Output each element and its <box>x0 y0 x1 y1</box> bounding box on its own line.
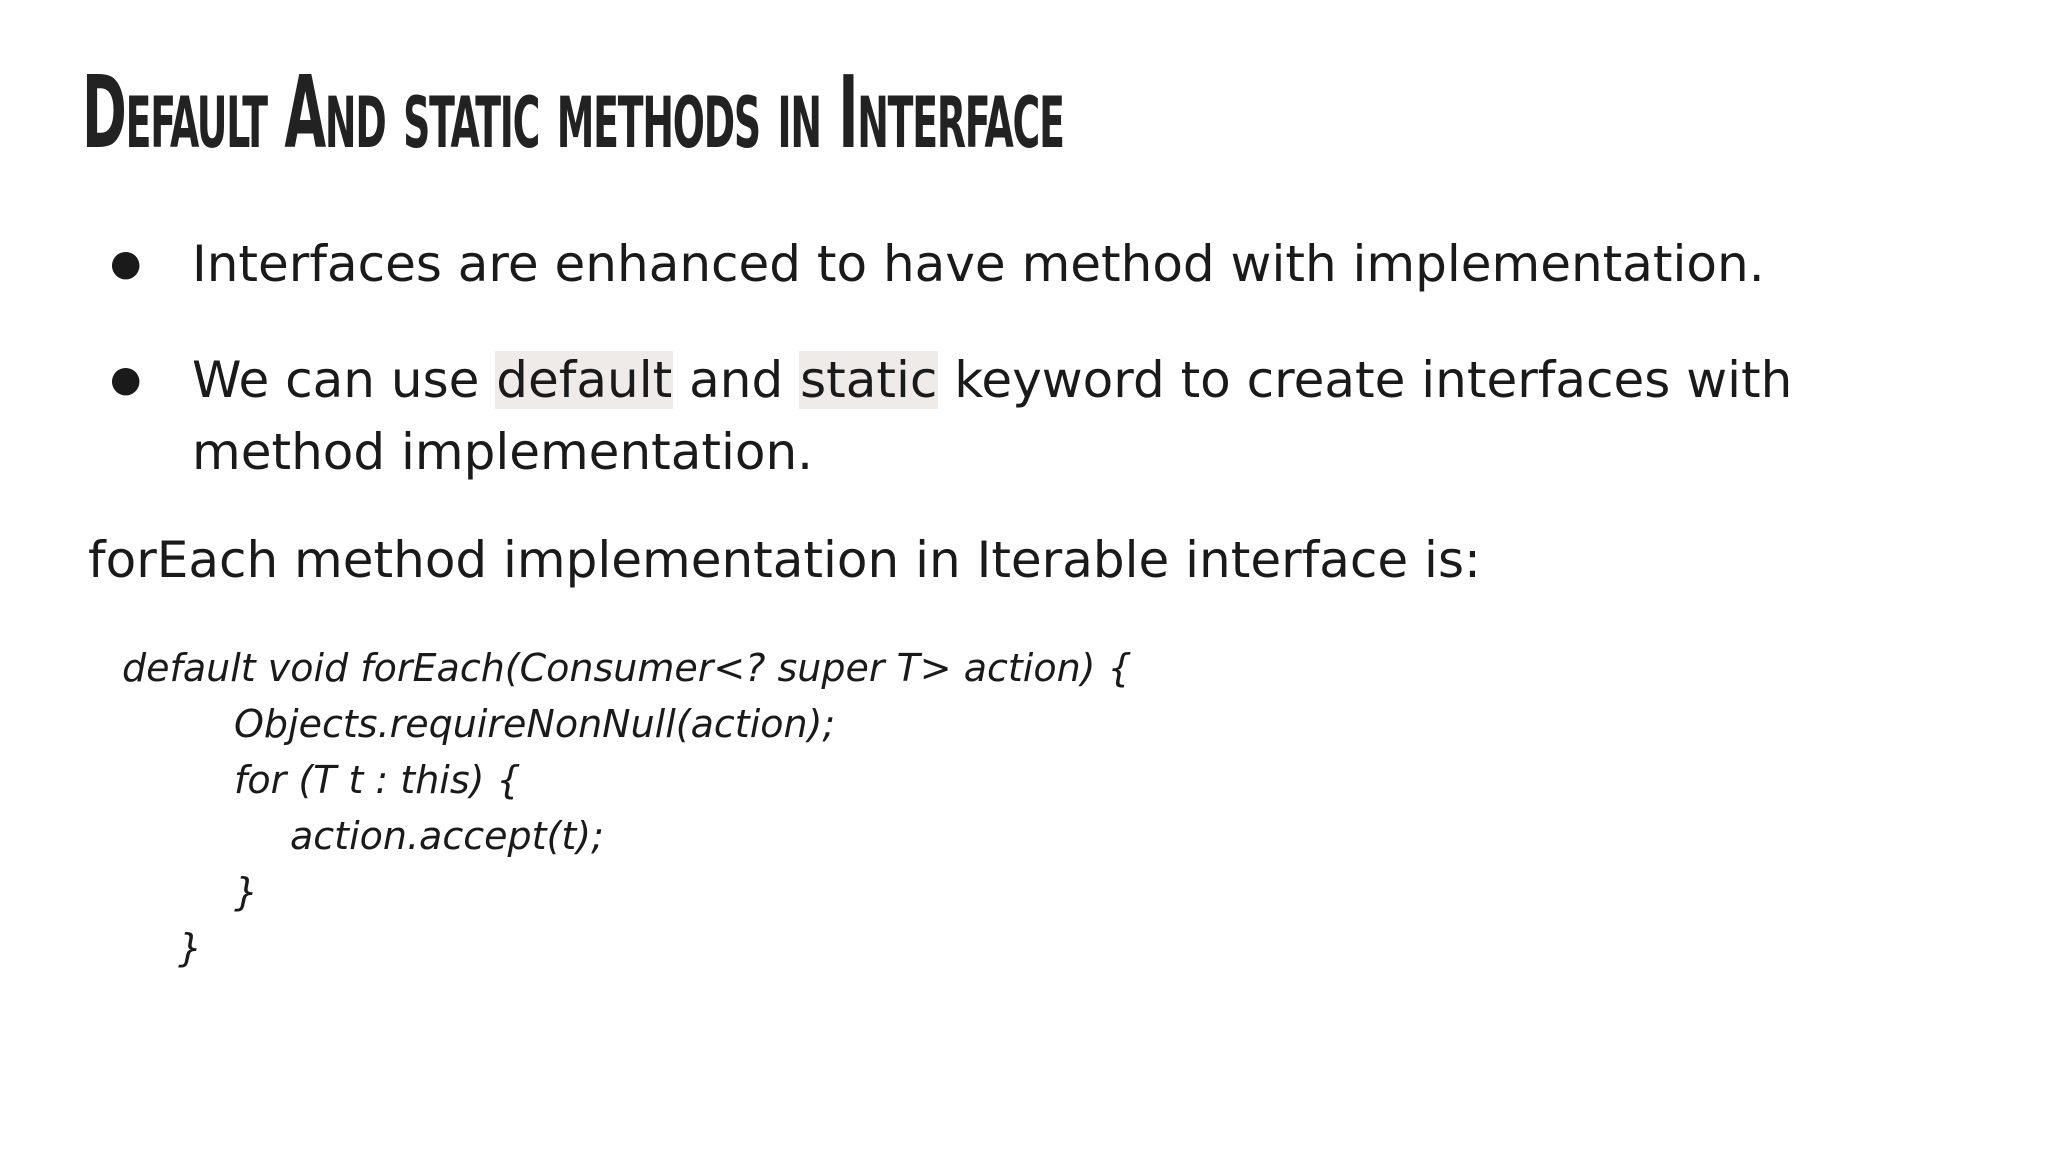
lead-text: forEach method implementation in Iterable interface is: <box>88 531 1481 589</box>
bullet-text-suffix: keyword to create interfaces with method implementation. <box>192 351 1793 481</box>
bullet-marker: ● <box>110 243 142 284</box>
bullet-text-middle: and <box>673 351 800 409</box>
code-line: } <box>178 926 203 970</box>
keyword-default-highlight: default <box>496 351 673 409</box>
bullet-marker: ● <box>110 359 142 400</box>
bullet-text-prefix: We can use <box>192 351 496 409</box>
bullet-text: Interfaces are enhanced to have method with implementation. <box>192 235 1765 293</box>
keyword-static-highlight: static <box>800 351 938 409</box>
code-line: default void forEach(Consumer<? super T> action) { <box>122 646 1132 690</box>
code-line: } <box>234 870 259 914</box>
code-line: for (T t : this) { <box>234 758 521 802</box>
bullet-list <box>110 228 1910 532</box>
code-line: action.accept(t); <box>290 814 604 858</box>
bullet-item <box>110 228 1910 300</box>
bullet-item <box>110 344 1910 488</box>
code-line: Objects.requireNonNull(action); <box>234 702 836 746</box>
code-block <box>122 640 1132 976</box>
slide-title: Default And static methods in Interface <box>82 54 1064 171</box>
